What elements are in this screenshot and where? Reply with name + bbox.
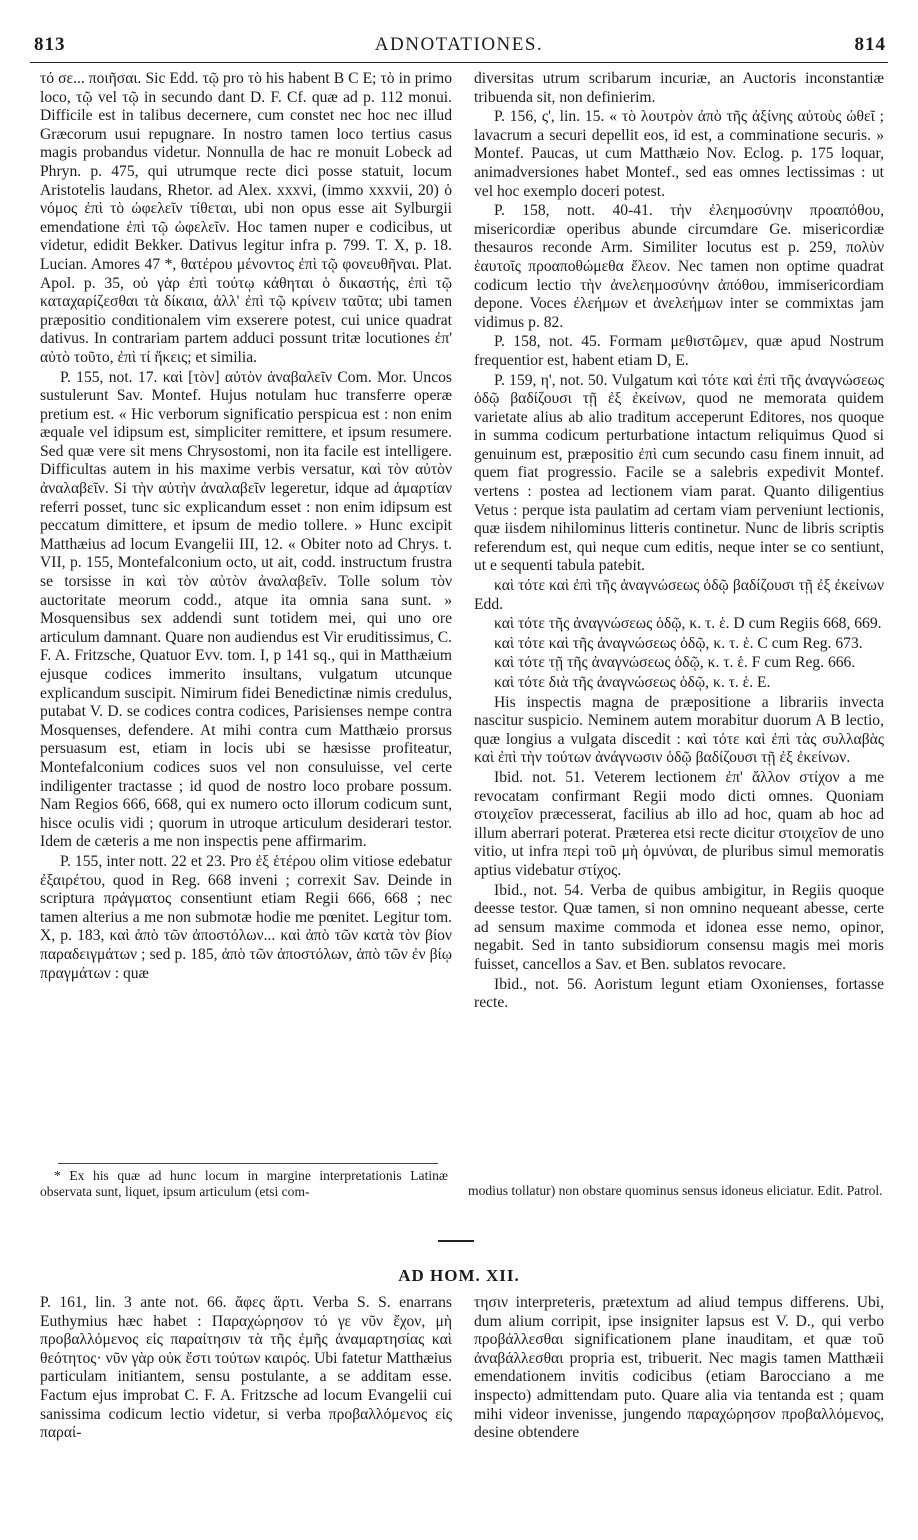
variant-reading: καὶ τότε τῇ τῆς ἀναγνώσεως ὁδῷ, κ. τ. ἑ. F cum Reg. 666. — [494, 654, 856, 672]
variant-reading: καὶ τότε διὰ τῆς ἀναγνώσεως ὁδῷ, κ. τ. ἑ. E. — [494, 674, 771, 691]
annotation-paragraph: Ibid., not. 56. Aoristum legunt etiam Oxonienses, fortasse recte. — [474, 975, 884, 1012]
annotation-paragraph: Ibid., not. 54. Verba de quibus ambigitur, in Regiis quoque deesse testor. Quæ tamen, si non omnino nequeant abesse, certe ad sensum maxime commoda et idonea esse nemo, opinor, negabit. Sed in tanto subsidiorum consensu magis mei moris fuisset, cancellos a Sav. et Ben. sublatos revocare. — [474, 881, 884, 973]
variant-reading: καὶ τότε καὶ ἐπὶ τῆς ἀναγνώσεως ὁδῷ βαδίζουσι τῇ ἐξ ἐκείνων Edd. — [474, 577, 884, 613]
right-column — [474, 70, 884, 1014]
annotation-paragraph: P. 161, lin. 3 ante not. 66. ἄφες ἄρτι. Verba S. S. enarrans Euthymius hæc habet : Παραχώρησον τό γε νῦν ἔχον, μὴ προβαλλόμενος εἰς παραίτησιν τὰ τῆς ἐμῆς ἀναμαρτησίας καὶ θεότητος· νῦν γὰρ οὐκ ἔστι τούτων καιρός. Ubi fatetur Matthæius particulam initiantem, sensu postulante, a se additam esse. Factum ejus improbat C. F. A. Fritzsche ad locum Evangelii cui sanissima codicum lectio videtur, si verba προβαλλόμενος εἰς παραί- — [40, 1294, 452, 1442]
section-left-column — [40, 1294, 452, 1444]
annotation-paragraph: τησιν interpreteris, prætextum ad aliud tempus differens. Ubi, dum alium corripit, ipse insigniter lapsus est V. D., qui verbo προβάλλεσθαι significationem plane inauditam, et quæ τοῦ ἀναβάλλεσθαι propria est, tribuerit. Nec magis tamen Matthæii emendationem invitis codicibus (etiam Barocciano a me inspecto) admittendam puto. Quare alia via tentanda est ; quam mihi videor invenisse, jungendo παραχώρησον προβαλλόμενος, desine obtendere — [474, 1294, 884, 1442]
annotation-paragraph: P. 155, not. 17. καὶ [τὸν] αὐτὸν ἀναβαλεῖν Com. Mor. Uncos sustulerunt Sav. Montef. Hujus notulam huc transferre operæ pretium est. « Hic verborum significatio perspicua est : non enim æquale vel idipsum est, simpliciter remittere, et ipsum resumere. Sed quæ vere sit mens Chrysostomi, non ita facile est intelligere. Difficultas autem in his maxime verbis versatur, καὶ τὸν αὐτὸν ἀναλαβεῖν. Si τὴν αὐτὴν ἀναλαβεῖν legeretur, idque ad ἁμαρτίαν referri posset, tunc sic explicandum esset : non enim idipsum est peccatum dimittere, et ipsum de medio tollere. » Hunc excipit Matthæius ad locum Evangelii III, 12. « Obiter noto ad Chrys. t. VII, p. 155, Montefalconium octo, ut ait, codd. instructum frustra se torsisse in καὶ τὸν αὐτὸν ἀναλαβεῖν. Tolle solum τὸν auctoritate meorum codd., atque ita omnia sana sunt. » Mosquensibus sex addendi sunt totidem mei, qui uno ore articulum damnant. Quare non audiendus est Vir eruditissimus, C. F. A. Fritzsche, Quatuor Evv. tom. I, p 141 sq., qui in Matthæium ejusque codices immerito insultans, vulgatum utcunque explicandum suscipit. Nimirum fidei Benedictinæ nimis credulus, putabat V. D. se codices contra codices, Parisienses nempe contra Mosquenses, defendere. At mihi contra cum Matthæio prorsus persuasum est, etiam in locis ubi se hæsisse profiteatur, Montefalconium codices suos vel non consuluisse, vel certe indiligenter tractasse ; id quod de nostro loco probare possum. Nam Regios 666, 668, qui ex numero octo illorum codicum sunt, hisce oculis vidi ; quorum in utroque articulum desiderari testor. Idem de cæteris a me non inspectis pene affirmarim. — [40, 368, 452, 851]
variant-reading: καὶ τότε τῆς ἀναγνώσεως ὁδῷ, κ. τ. ἑ. D cum Regiis 668, 669. — [494, 615, 882, 633]
annotation-paragraph: τό σε... ποιῆσαι. Sic Edd. τῷ pro τὸ his habent B C E; τὸ in primo loco, τῷ vel τῷ in secundo dant D. F. Cf. quæ ad p. 112 monui. Difficile est in talibus decernere, cum constet nec hoc nec illud Græcorum usui repugnare. In nostro tamen loco tertius casus magis probandus videtur. Nonnulla de hac re monuit Lobeck ad Phryn. p. 475, qui utrumque recte dici posse statuit, locum Aristotelis laudans, Rhetor. ad Alex. xxxvi, (immo xxxvii, 20) ὁ νόμος ἐπὶ τὸ ὠφελεῖν τίθεται, ubi non opus esse ait Sylburgii emendatione ἐπὶ τῷ ὠφελεῖν. Hoc tamen nuper e codicibus, ut videtur, edidit Bekker. Dativus legitur infra p. 799. T. X, p. 18. Lucian. Amores 47 *, θατέρου μένοντος ἐπὶ τῷ φονευθῆναι. Plat. Apol. p. 35, οὐ γὰρ ἐπὶ τούτῳ κάθηται ὁ δικαστής, ἐπὶ τῷ καταχαρίζεσθαι τὰ δίκαια, ἀλλ' ἐπὶ τῷ κρίνειν ταῦτα; ubi tamen præpositio conditionalem vim exserere potest, cui unice quadrat dativus. In contrariam partem adduci possunt tritæ locutiones ἐπ' αὐτὸ τοῦτο, ἐπὶ τί ἥκεις; et similia. — [40, 70, 452, 366]
left-column — [40, 70, 452, 984]
annotation-paragraph: P. 158, not. 45. Formam μεθιστῶμεν, quæ apud Nostrum frequentior est, habent etiam D, E. — [474, 333, 884, 369]
running-title: ADNOTATIONES. — [374, 34, 544, 55]
footnote-rule — [58, 1163, 438, 1164]
variant-reading: καὶ τότε καὶ τῆς ἀναγνώσεως ὁδῷ, κ. τ. ἑ. C cum Reg. 673. — [494, 634, 863, 652]
header-rule — [30, 62, 888, 63]
annotation-paragraph: His inspectis magna de præpositione a librariis invecta nascitur suspicio. Neminem autem morabitur duorum A B lectio, quæ longius a vulgata discedit : καὶ τότε καὶ ἐπὶ τὰς συλλαβὰς καὶ ἐπὶ τὴν τούτων ἀνάγνωσιν ὁδῷ βαδίζουσι τῇ ἐξ ἐκείνων. — [474, 693, 884, 767]
annotation-paragraph: P. 159, η', not. 50. Vulgatum καὶ τότε καὶ ἐπὶ τῆς ἀναγνώσεως ὁδῷ βαδίζουσι τῇ ἐξ ἐκείνων, quod ne memorata quidem varietate alius ab alio traditum acceperunt Editores, nos quoque in summa codicum perturbatione intactum reliquimus Quod si genuinum est, præpositio ἐπὶ cum secundo casu finem innuit, ad quem fiat progressio. Facile se a salebris expedivit Montef. vertens : postea ad lectionem viam parat. Quanto diligentius Vetus : perque ista paulatim ad certam viam perveniunt lectionis, quæ iisdem nihilominus litteris continetur. Nunc de libris scriptis referendum est, qui neque cum editis, neque inter se co sentiunt, ut e sequenti tabula patebit. — [474, 371, 884, 575]
page-number-left: 813 — [34, 34, 66, 55]
annotation-paragraph: Ibid. not. 51. Veterem lectionem ἐπ' ἄλλον στίχον a me revocatam confirmant Regii modo dicti omnes. Quoniam στοιχεῖον præcesserat, facilius ab illo ad hoc, quam ab hoc ad illum aberrari poterat. Præterea etsi recte dicitur στοιχεῖον de uno vitio, ut infra περὶ τοῦ μὴ ὀμνύναι, de pluribus simul memoratis aptius videbatur στίχος. — [474, 768, 884, 879]
page-header — [30, 30, 888, 64]
annotation-paragraph: P. 158, nott. 40-41. τὴν ἐλεημοσύνην προαπόθου, misericordiæ operibus abunde circumdare Ge. misericordiæ thesauros reconde Arm. Similiter locutus est p. 259, πολὺν ἑαυτοῖς προαποθώμεθα ἔλεον. Nec tamen non optime quadrat codicum lectio τὴν ἀνελεημοσύνην ἀπόθου, immisericordiam depone. Voces ἐλεήμων et ἀνελεήμων inter se commixtas jam vidimus p. 82. — [474, 202, 884, 331]
page-number-right: 814 — [854, 34, 886, 55]
footnote-left: * Ex his quæ ad hunc locum in margine interpretationis Latinæ observata sunt, liquet, ipsum articulum (etsi com- — [40, 1168, 448, 1199]
annotation-paragraph: diversitas utrum scribarum incuriæ, an Auctoris inconstantiæ tribuenda sit, non definierim. — [474, 70, 884, 106]
section-separator — [438, 1240, 474, 1242]
section-title: AD HOM. XII. — [398, 1266, 520, 1285]
annotation-paragraph: P. 155, inter nott. 22 et 23. Pro ἐξ ἑτέρου olim vitiose edebatur ἐξαιρέτου, quod in Reg. 668 inveni ; correxit Sav. Deinde in scriptura πράγματος consentiunt etiam Regii 666, 668 ; nec tamen alterius a me non submotæ hodie me pœnitet. Legitur tom. X, p. 183, καὶ ἀπὸ τῶν ἀποστόλων... καὶ ἀπὸ τῶν κατὰ τὸν βίον παραδειγμάτων ; sed p. 185, ἀπὸ τῶν ἀποστόλων, ἀπὸ τῶν ἐν βίῳ πραγμάτων : quæ — [40, 852, 452, 982]
annotation-paragraph: P. 156, ς', lin. 15. « τὸ λουτρὸν ἀπὸ τῆς ἀξίνης αὐτοὺς ὠθεῖ ; lavacrum a securi depellit eos, id est, a comminatione securis. » Montef. Paucas, ut cum Matthæio Nov. Eclog. p. 175 loquar, animadversiones habet Montef., sed eas omnes lectissimas : ut vel hoc exemplo doceri potest. — [474, 108, 884, 200]
footnote-right: modius tollatur) non obstare quominus sensus idoneus eliciatur. Edit. Patrol. — [468, 1183, 883, 1198]
section-right-column — [474, 1294, 884, 1444]
